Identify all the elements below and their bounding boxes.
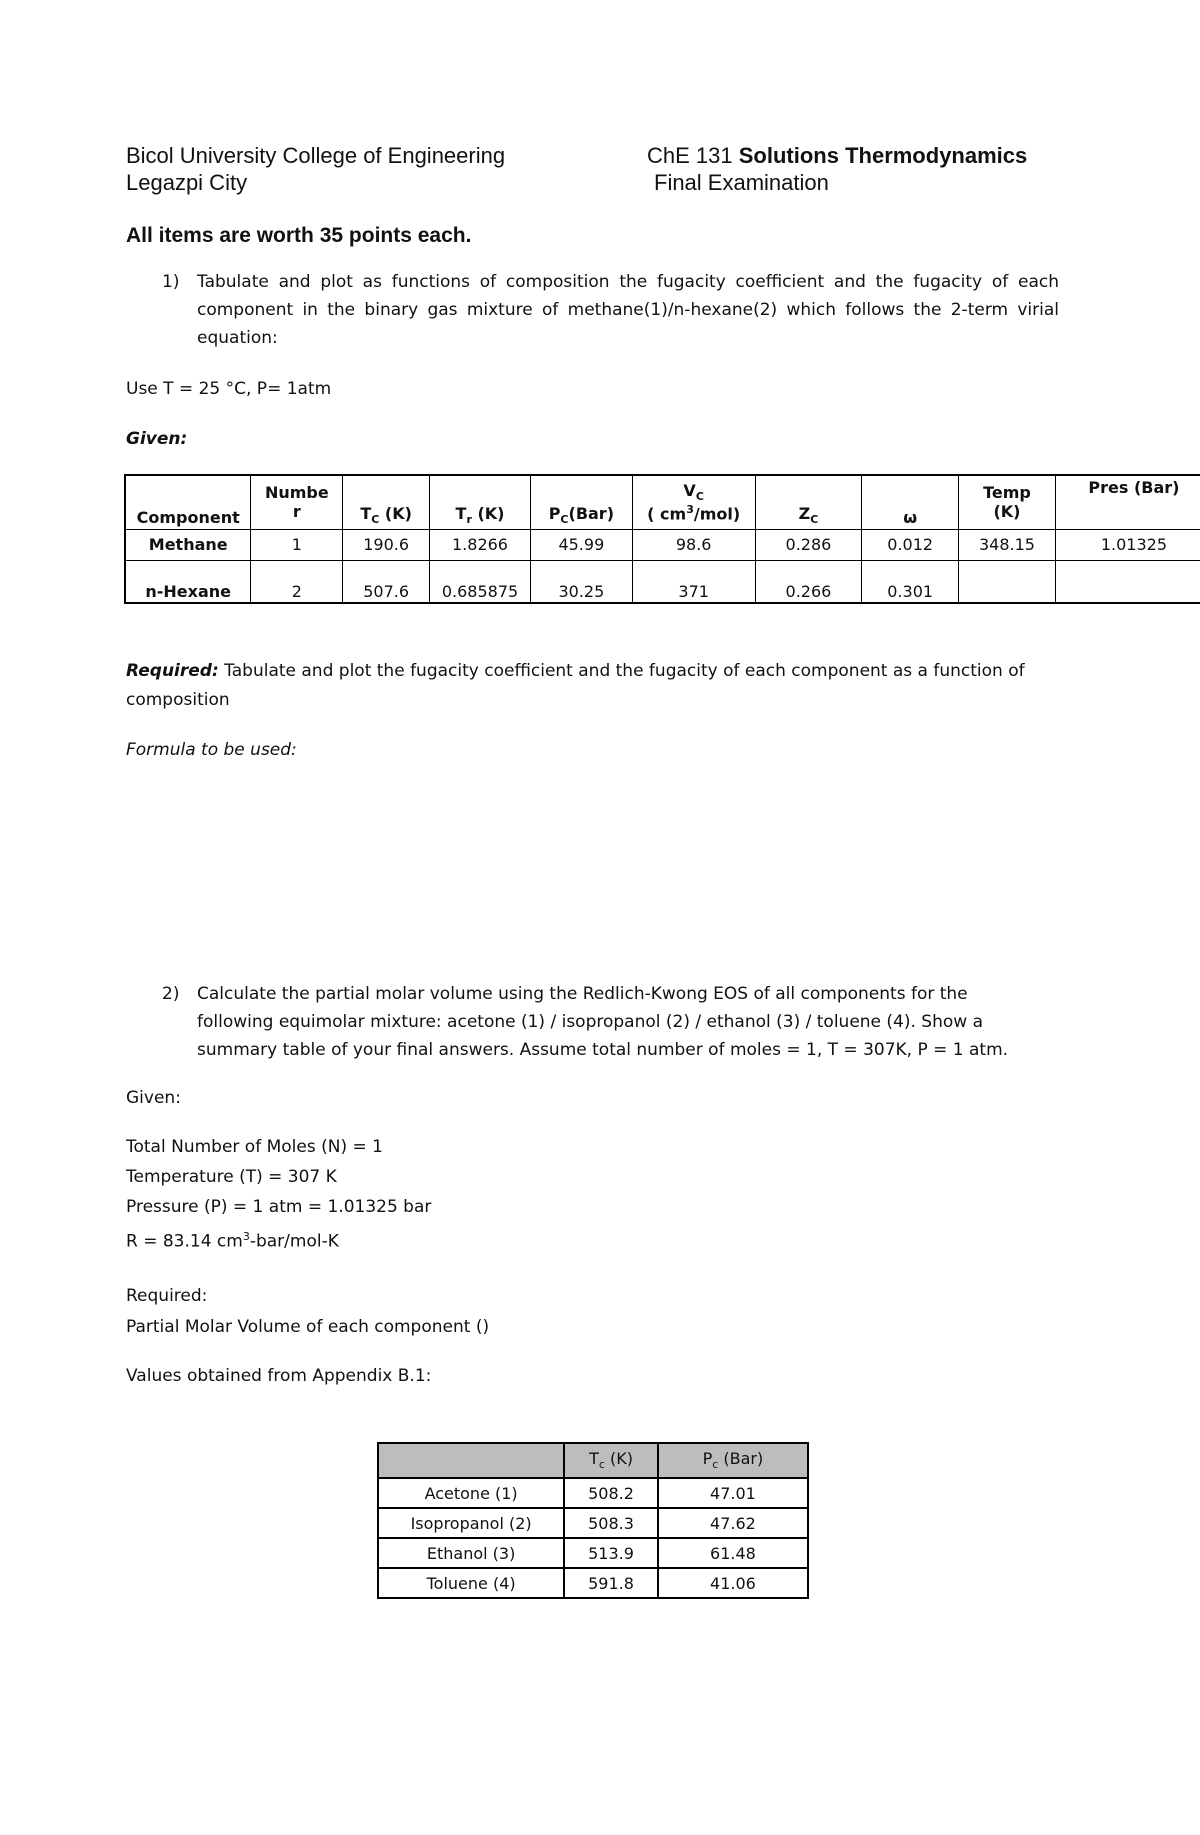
- header-zc: $Z_C$: [755, 475, 862, 529]
- required-text-2: Partial Molar Volume of each component (): [126, 1317, 490, 1337]
- cell-temp: [959, 560, 1056, 603]
- component-properties-table: [124, 474, 1200, 604]
- cell-number: 1: [251, 529, 343, 560]
- cell-zc: 0.266: [755, 560, 862, 603]
- header-component: Component: [125, 475, 251, 529]
- table-row: [378, 1538, 808, 1568]
- cell-name: Ethanol (3): [378, 1538, 564, 1568]
- required-1: [126, 657, 1025, 685]
- cell-vc: 371: [632, 560, 755, 603]
- header-vc: $V_C$ ( $cm^3/mol$): [632, 475, 755, 529]
- table-row: [378, 1478, 808, 1508]
- table-header-row: [378, 1443, 808, 1478]
- item-2-line-1: Calculate the partial molar volume using the Redlich-Kwong EOS of all components for the: [197, 984, 968, 1004]
- exam-title: Final Examination: [654, 170, 829, 195]
- given-label-1: Given:: [126, 429, 188, 449]
- cell-tr: 1.8266: [430, 529, 531, 560]
- cell-tc: 591.8: [564, 1568, 658, 1598]
- cell-vc: 98.6: [632, 529, 755, 560]
- cell-temp: 348.15: [959, 529, 1056, 560]
- university-name: Bicol University College of Engineering: [126, 143, 506, 168]
- cell-tc: 513.9: [564, 1538, 658, 1568]
- cell-pc: 61.48: [658, 1538, 808, 1568]
- header-pres: Pres (Bar): [1055, 475, 1200, 529]
- cell-tc: 507.6: [343, 560, 430, 603]
- header-temp: Temp (K): [959, 475, 1056, 529]
- cell-name: Toluene (4): [378, 1568, 564, 1598]
- required-label-1: Required:: [126, 661, 219, 681]
- cell-name: Acetone (1): [378, 1478, 564, 1508]
- cell-tr: 0.685875: [430, 560, 531, 603]
- cell-component: n-Hexane: [125, 560, 251, 603]
- header-tc: $T_C$ (K): [343, 475, 430, 529]
- cell-zc: 0.286: [755, 529, 862, 560]
- course-name: Solutions Thermodynamics: [738, 143, 1028, 168]
- header-omega: ω: [862, 475, 959, 529]
- item-2-number: 2): [162, 984, 180, 1004]
- course-code: ChE 131: [647, 143, 733, 168]
- item-1-number: 1): [162, 272, 180, 292]
- cell-pc: 47.01: [658, 1478, 808, 1508]
- given-temperature: Temperature (T) = 307 K: [126, 1167, 337, 1187]
- given-gas-constant: R = 83.14 $cm^3-bar/mol-K$: [126, 1230, 339, 1252]
- header-number: Numbe r: [251, 475, 343, 529]
- cell-tc: 508.2: [564, 1478, 658, 1508]
- cell-omega: 0.012: [862, 529, 959, 560]
- cell-pc: 47.62: [658, 1508, 808, 1538]
- appendix-note: Values obtained from Appendix B.1:: [126, 1366, 432, 1386]
- cell-omega: 0.301: [862, 560, 959, 603]
- given-label-2: Given:: [126, 1088, 181, 1108]
- table-row: [378, 1508, 808, 1538]
- item-1-line-2: component in the binary gas mixture of methane(1)/n-hexane(2) which follows the 2-term virial: [197, 300, 1059, 320]
- use-conditions: Use T = 25 °C, P= 1atm: [126, 379, 332, 399]
- cell-tc: 190.6: [343, 529, 430, 560]
- given-pressure: Pressure (P) = 1 atm = 1.01325 bar: [126, 1197, 432, 1217]
- item-1-line-3: equation:: [197, 328, 278, 348]
- table-header-row: [125, 475, 1200, 529]
- city-name: Legazpi City: [126, 170, 248, 195]
- item-1-line-1: Tabulate and plot as functions of composition the fugacity coefficient and the fugacity of each: [197, 272, 1059, 292]
- item-2-line-2: following equimolar mixture: acetone (1) / isopropanol (2) / ethanol (3) / toluene (4). Show a: [197, 1012, 983, 1032]
- cell-tc: 508.3: [564, 1508, 658, 1538]
- cell-pres: [1055, 560, 1200, 603]
- required-label-2: Required:: [126, 1286, 208, 1306]
- formula-label: Formula to be used:: [126, 740, 297, 760]
- header-tc: $T_c$ (K): [564, 1443, 658, 1478]
- cell-pres: 1.01325: [1055, 529, 1200, 560]
- cell-component: Methane: [125, 529, 251, 560]
- given-moles: Total Number of Moles (N) = 1: [126, 1137, 383, 1157]
- cell-number: 2: [251, 560, 343, 603]
- course-title: [647, 142, 1027, 170]
- header-tr: $T_r$ (K): [430, 475, 531, 529]
- cell-pc: 45.99: [530, 529, 632, 560]
- header-pc: $P_c$ (Bar): [658, 1443, 808, 1478]
- table-row: [378, 1568, 808, 1598]
- header-pc: $P_C(Bar)$: [530, 475, 632, 529]
- cell-name: Isopropanol (2): [378, 1508, 564, 1538]
- cell-pc: 30.25: [530, 560, 632, 603]
- critical-properties-table: [377, 1442, 809, 1599]
- required-text-1b: composition: [126, 690, 230, 710]
- header-blank: [378, 1443, 564, 1478]
- item-2-line-3: summary table of your final answers. Assume total number of moles = 1, T = 307K, P = 1 atm.: [197, 1040, 1009, 1060]
- required-text-1: Tabulate and plot the fugacity coefficient and the fugacity of each component as a function of: [218, 661, 1025, 681]
- table-row-hexane: [125, 560, 1200, 603]
- instructions: All items are worth 35 points each.: [126, 224, 472, 247]
- table-row-methane: [125, 529, 1200, 560]
- cell-pc: 41.06: [658, 1568, 808, 1598]
